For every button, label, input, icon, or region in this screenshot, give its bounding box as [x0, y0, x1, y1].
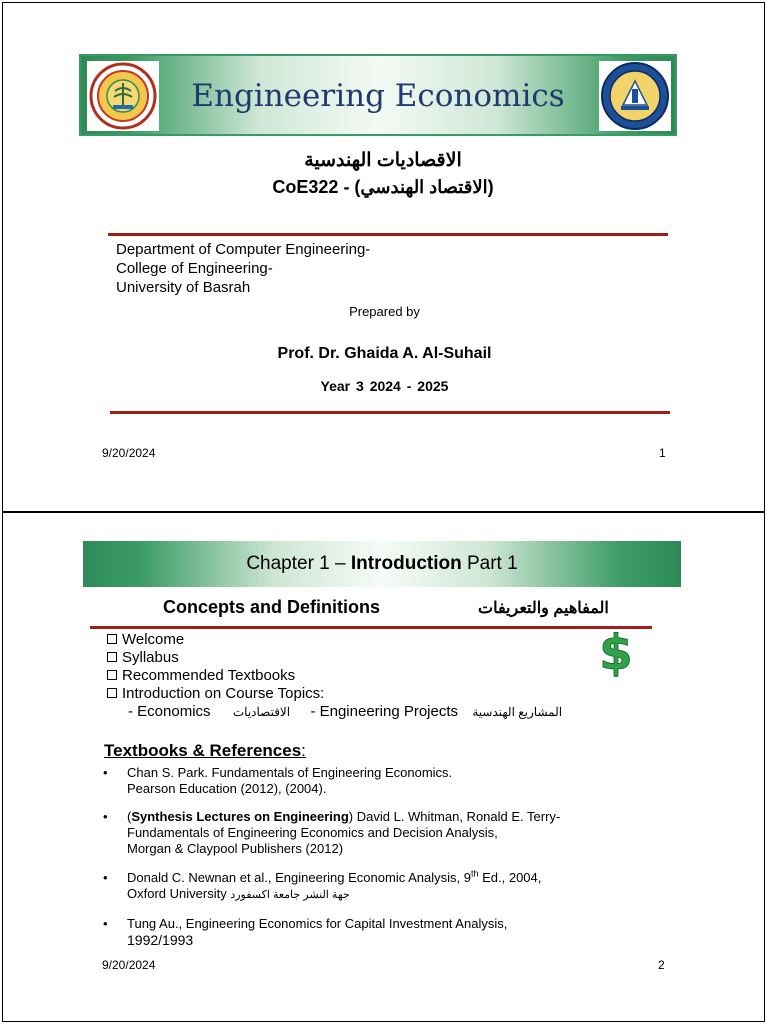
chapter-main: Introduction — [350, 553, 462, 574]
checkbox-bullet-icon — [107, 652, 117, 662]
course-title: Engineering Economics — [191, 78, 565, 114]
chapter-suffix: Part 1 — [466, 553, 518, 574]
topic-economics: - Economics — [128, 703, 211, 720]
slide-2 — [2, 512, 765, 1022]
topic-economics-arabic: الاقتصاديات — [232, 705, 291, 719]
arabic-course-title: الاقصاديات الهندسية — [304, 150, 462, 171]
university-line: University of Basrah — [116, 279, 251, 296]
department-line: Department of Computer Engineering- — [116, 241, 371, 258]
reference-item: • (Synthesis Lectures on Engineering) David L. Whitman, Ronald E. Terry- Fundamentals of Engineering Economics and Decision Analysis, Morgan & Claypool Publishers (2012) — [103, 809, 561, 856]
topic-engineering-projects: - Engineering Projects — [310, 703, 459, 720]
title-banner — [79, 54, 677, 136]
topics-row — [107, 703, 562, 721]
checkbox-bullet-icon — [107, 688, 117, 698]
author-name: Prof. Dr. Ghaida A. Al-Suhail — [277, 345, 492, 362]
textbooks-heading: Textbooks & References: — [104, 741, 306, 760]
section-divider — [90, 626, 652, 629]
course-code: (الاقتصاد الهندسي) - CoE322 — [272, 177, 494, 197]
college-line: College of Engineering- — [116, 260, 273, 277]
agenda-list — [107, 631, 562, 721]
checkbox-bullet-icon — [107, 634, 117, 644]
list-item: Introduction on Course Topics: — [107, 685, 562, 703]
slide-date: 9/20/2024 — [102, 958, 156, 972]
section-heading: Concepts and Definitions — [163, 597, 381, 617]
prepared-by-label: Prepared by — [349, 304, 420, 319]
list-item: Syllabus — [107, 649, 562, 667]
page-number: 1 — [659, 446, 666, 460]
checkbox-bullet-icon — [107, 670, 117, 680]
reference-item: • Chan S. Park. Fundamentals of Engineering Economics. Pearson Education (2012), (2004). — [103, 765, 453, 796]
topic-projects-arabic: المشاريع الهندسية — [472, 705, 563, 719]
university-logo — [599, 61, 671, 131]
bottom-divider — [110, 411, 670, 414]
page-number: 2 — [658, 958, 665, 972]
university-of-basrah-logo-icon — [599, 61, 671, 131]
slide-date: 9/20/2024 — [102, 446, 156, 460]
chapter-prefix: Chapter 1 – — [246, 553, 346, 574]
top-divider — [108, 233, 668, 236]
department-block — [116, 240, 370, 297]
list-item: Recommended Textbooks — [107, 667, 562, 685]
reference-item: • Donald C. Newnan et al., Engineering Economic Analysis, 9th Ed., 2004, Oxford University جهة النشر جامعة اكسفورد — [103, 868, 542, 901]
section-heading-arabic: المفاهيم والتعريفات — [478, 600, 609, 617]
reference-item: • Tung Au., Engineering Economics for Capital Investment Analysis, 1992/1993 — [103, 916, 508, 948]
svg-text:$: $ — [599, 625, 633, 677]
dollar-sign-icon — [596, 625, 636, 677]
chapter-banner — [83, 541, 681, 587]
slide-1 — [2, 2, 765, 512]
list-item: Welcome — [107, 631, 562, 649]
chapter-title — [83, 553, 681, 575]
academic-year: Year 3 2024 - 2025 — [320, 378, 449, 394]
